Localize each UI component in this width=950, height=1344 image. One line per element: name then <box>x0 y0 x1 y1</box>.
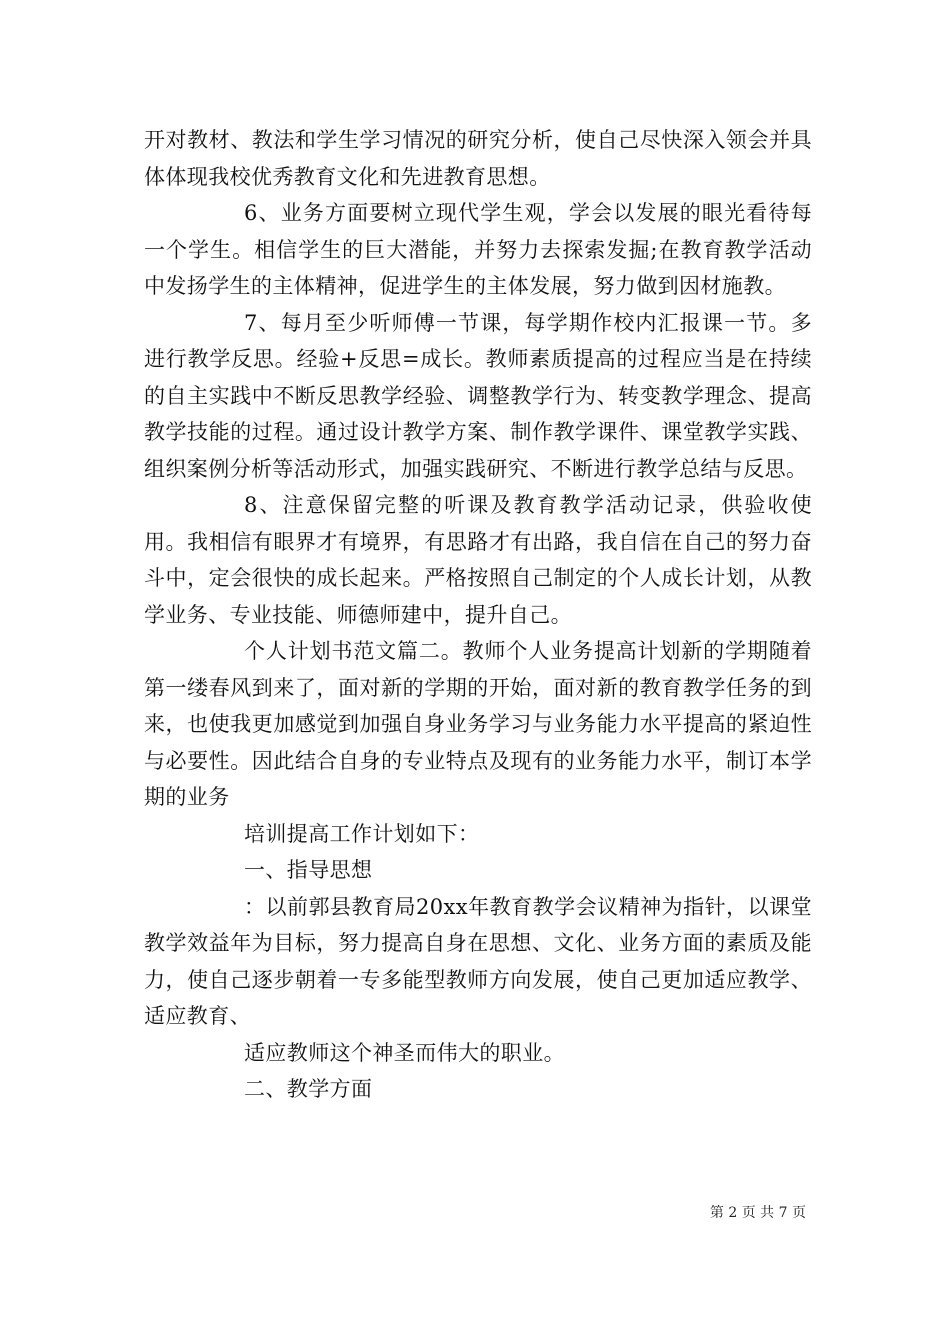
paragraph-guiding-thought: ：以前郭县教育局20xx年教育教学会议精神为指针，以课堂教学效益年为目标，努力提高自身在思想、文化、业务方面的素质及能力，使自己逐步朝着一专多能型教师方向发展，使自己更加适应教学、适应教育、 <box>144 894 812 1028</box>
paragraph-item-8: 8、注意保留完整的听课及教育教学活动记录，供验收使用。我相信有眼界才有境界，有思路才有出路，我自信在自己的努力奋斗中，定会很快的成长起来。严格按照自己制定的个人成长计划，从教学业务、专业技能、师德师建中，提升自己。 <box>144 493 812 627</box>
paragraph-profession: 适应教师这个神圣而伟大的职业。 <box>244 1040 565 1065</box>
page-number-footer: 第 2 页 共 7 页 <box>709 1205 806 1221</box>
document-body <box>144 122 812 1108</box>
paragraph-item-7: 7、每月至少听师傅一节课，每学期作校内汇报课一节。多进行教学反思。经验+反思=成长。教师素质提高的过程应当是在持续的自主实践中不断反思教学经验、调整教学行为、转变教学理念、提高教学技能的过程。通过设计教学方案、制作教学课件、课堂教学实践、组织案例分析等活动形式，加强实践研究、不断进行教学总结与反思。 <box>144 310 812 481</box>
paragraph-plan-intro: 个人计划书范文篇二。教师个人业务提高计划新的学期随着第一缕春风到来了，面对新的学期的开始，面对新的教育教学任务的到来，也使我更加感觉到加强自身业务学习与业务能力水平提高的紧迫性与必要性。因此结合自身的专业特点及现有的业务能力水平，制订本学期的业务 <box>144 639 812 809</box>
section-heading-teaching: 二、教学方面 <box>244 1077 373 1101</box>
paragraph-continuation: 开对教材、教法和学生学习情况的研究分析，使自己尽快深入领会并具体体现我校优秀教育文化和先进教育思想。 <box>144 128 812 189</box>
paragraph-item-6: 6、业务方面要树立现代学生观，学会以发展的眼光看待每一个学生。相信学生的巨大潜能，并努力去探索发掘;在教育教学活动中发扬学生的主体精神，促进学生的主体发展，努力做到因材施教。 <box>144 201 812 298</box>
section-heading-guiding-thought: 一、指导思想 <box>244 858 373 882</box>
paragraph-plan-heading: 培训提高工作计划如下： <box>244 821 480 846</box>
